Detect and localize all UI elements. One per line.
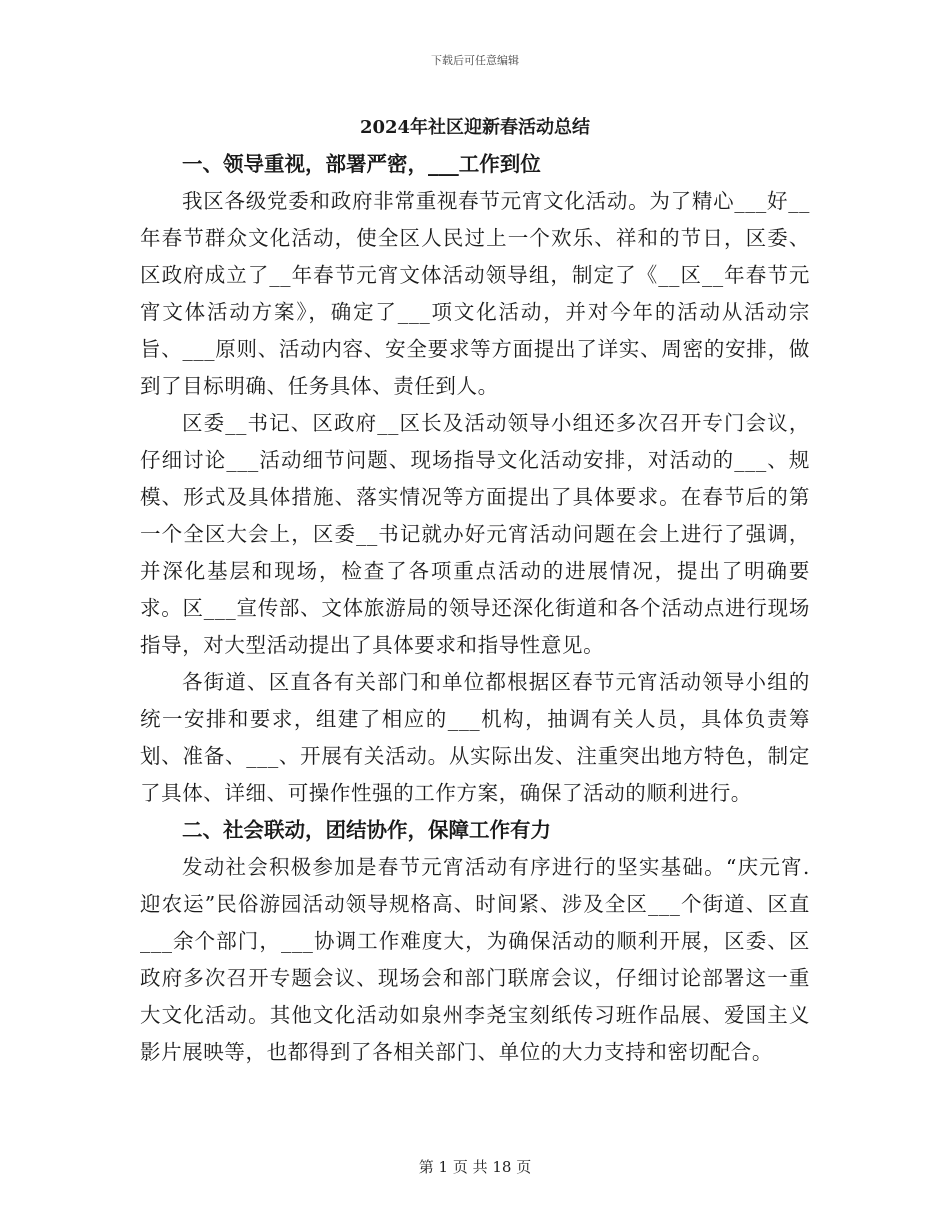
- paragraph: 各街道、区直各有关部门和单位都根据区春节元宵活动领导小组的统一安排和要求，组建了相应的___机构，抽调有关人员，具体负责筹划、准备、___、开展有关活动。从实际出发、注重突出地方特色，制定了具体、详细、可操作性强的工作方案，确保了活动的顺利进行。: [140, 670, 810, 805]
- page-header-note: 下载后可任意编辑: [431, 54, 519, 67]
- section-heading-2: 二、社会联动，团结协作，保障工作有力: [182, 818, 551, 842]
- paragraph: 我区各级党委和政府非常重视春节元宵文化活动。为了精心___好__年春节群众文化活动，使全区人民过上一个欢乐、祥和的节日，区委、区政府成立了__年春节元宵文体活动领导组，制定了《__区__年春节元宵文体活动方案》，确定了___项文化活动，并对今年的活动从活动宗旨、___原则、活动内容、安全要求等方面提出了详实、周密的安排，做到了目标明确、任务具体、责任到人。: [140, 189, 810, 398]
- page-number: 第 1 页 共 18 页: [418, 1158, 532, 1176]
- document-title: 2024年社区迎新春活动总结: [359, 117, 591, 138]
- paragraph: 发动社会积极参加是春节元宵活动有序进行的坚实基础。“庆元宵.迎农运”民俗游园活动领导规格高、时间紧、涉及全区___个街道、区直___余个部门，___协调工作难度大，为确保活动的顺利开展，区委、区政府多次召开专题会议、现场会和部门联席会议，仔细讨论部署这一重大文化活动。其他文化活动如泉州李尧宝刻纸传习班作品展、爱国主义影片展映等，也都得到了各相关部门、单位的大力支持和密切配合。: [140, 855, 810, 1064]
- document-body: [140, 110, 810, 1071]
- paragraph: 区委__书记、区政府__区长及活动领导小组还多次召开专门会议，仔细讨论___活动细节问题、现场指导文化活动安排，对活动的___、规模、形式及具体措施、落实情况等方面提出了具体要求。在春节后的第一个全区大会上，区委__书记就办好元宵活动问题在会上进行了强调，并深化基层和现场，检查了各项重点活动的进展情况，提出了明确要求。区___宣传部、文体旅游局的领导还深化街道和各个活动点进行现场指导，对大型活动提出了具体要求和指导性意见。: [140, 411, 810, 657]
- section-heading-1: 一、领导重视，部署严密，___工作到位: [182, 152, 541, 176]
